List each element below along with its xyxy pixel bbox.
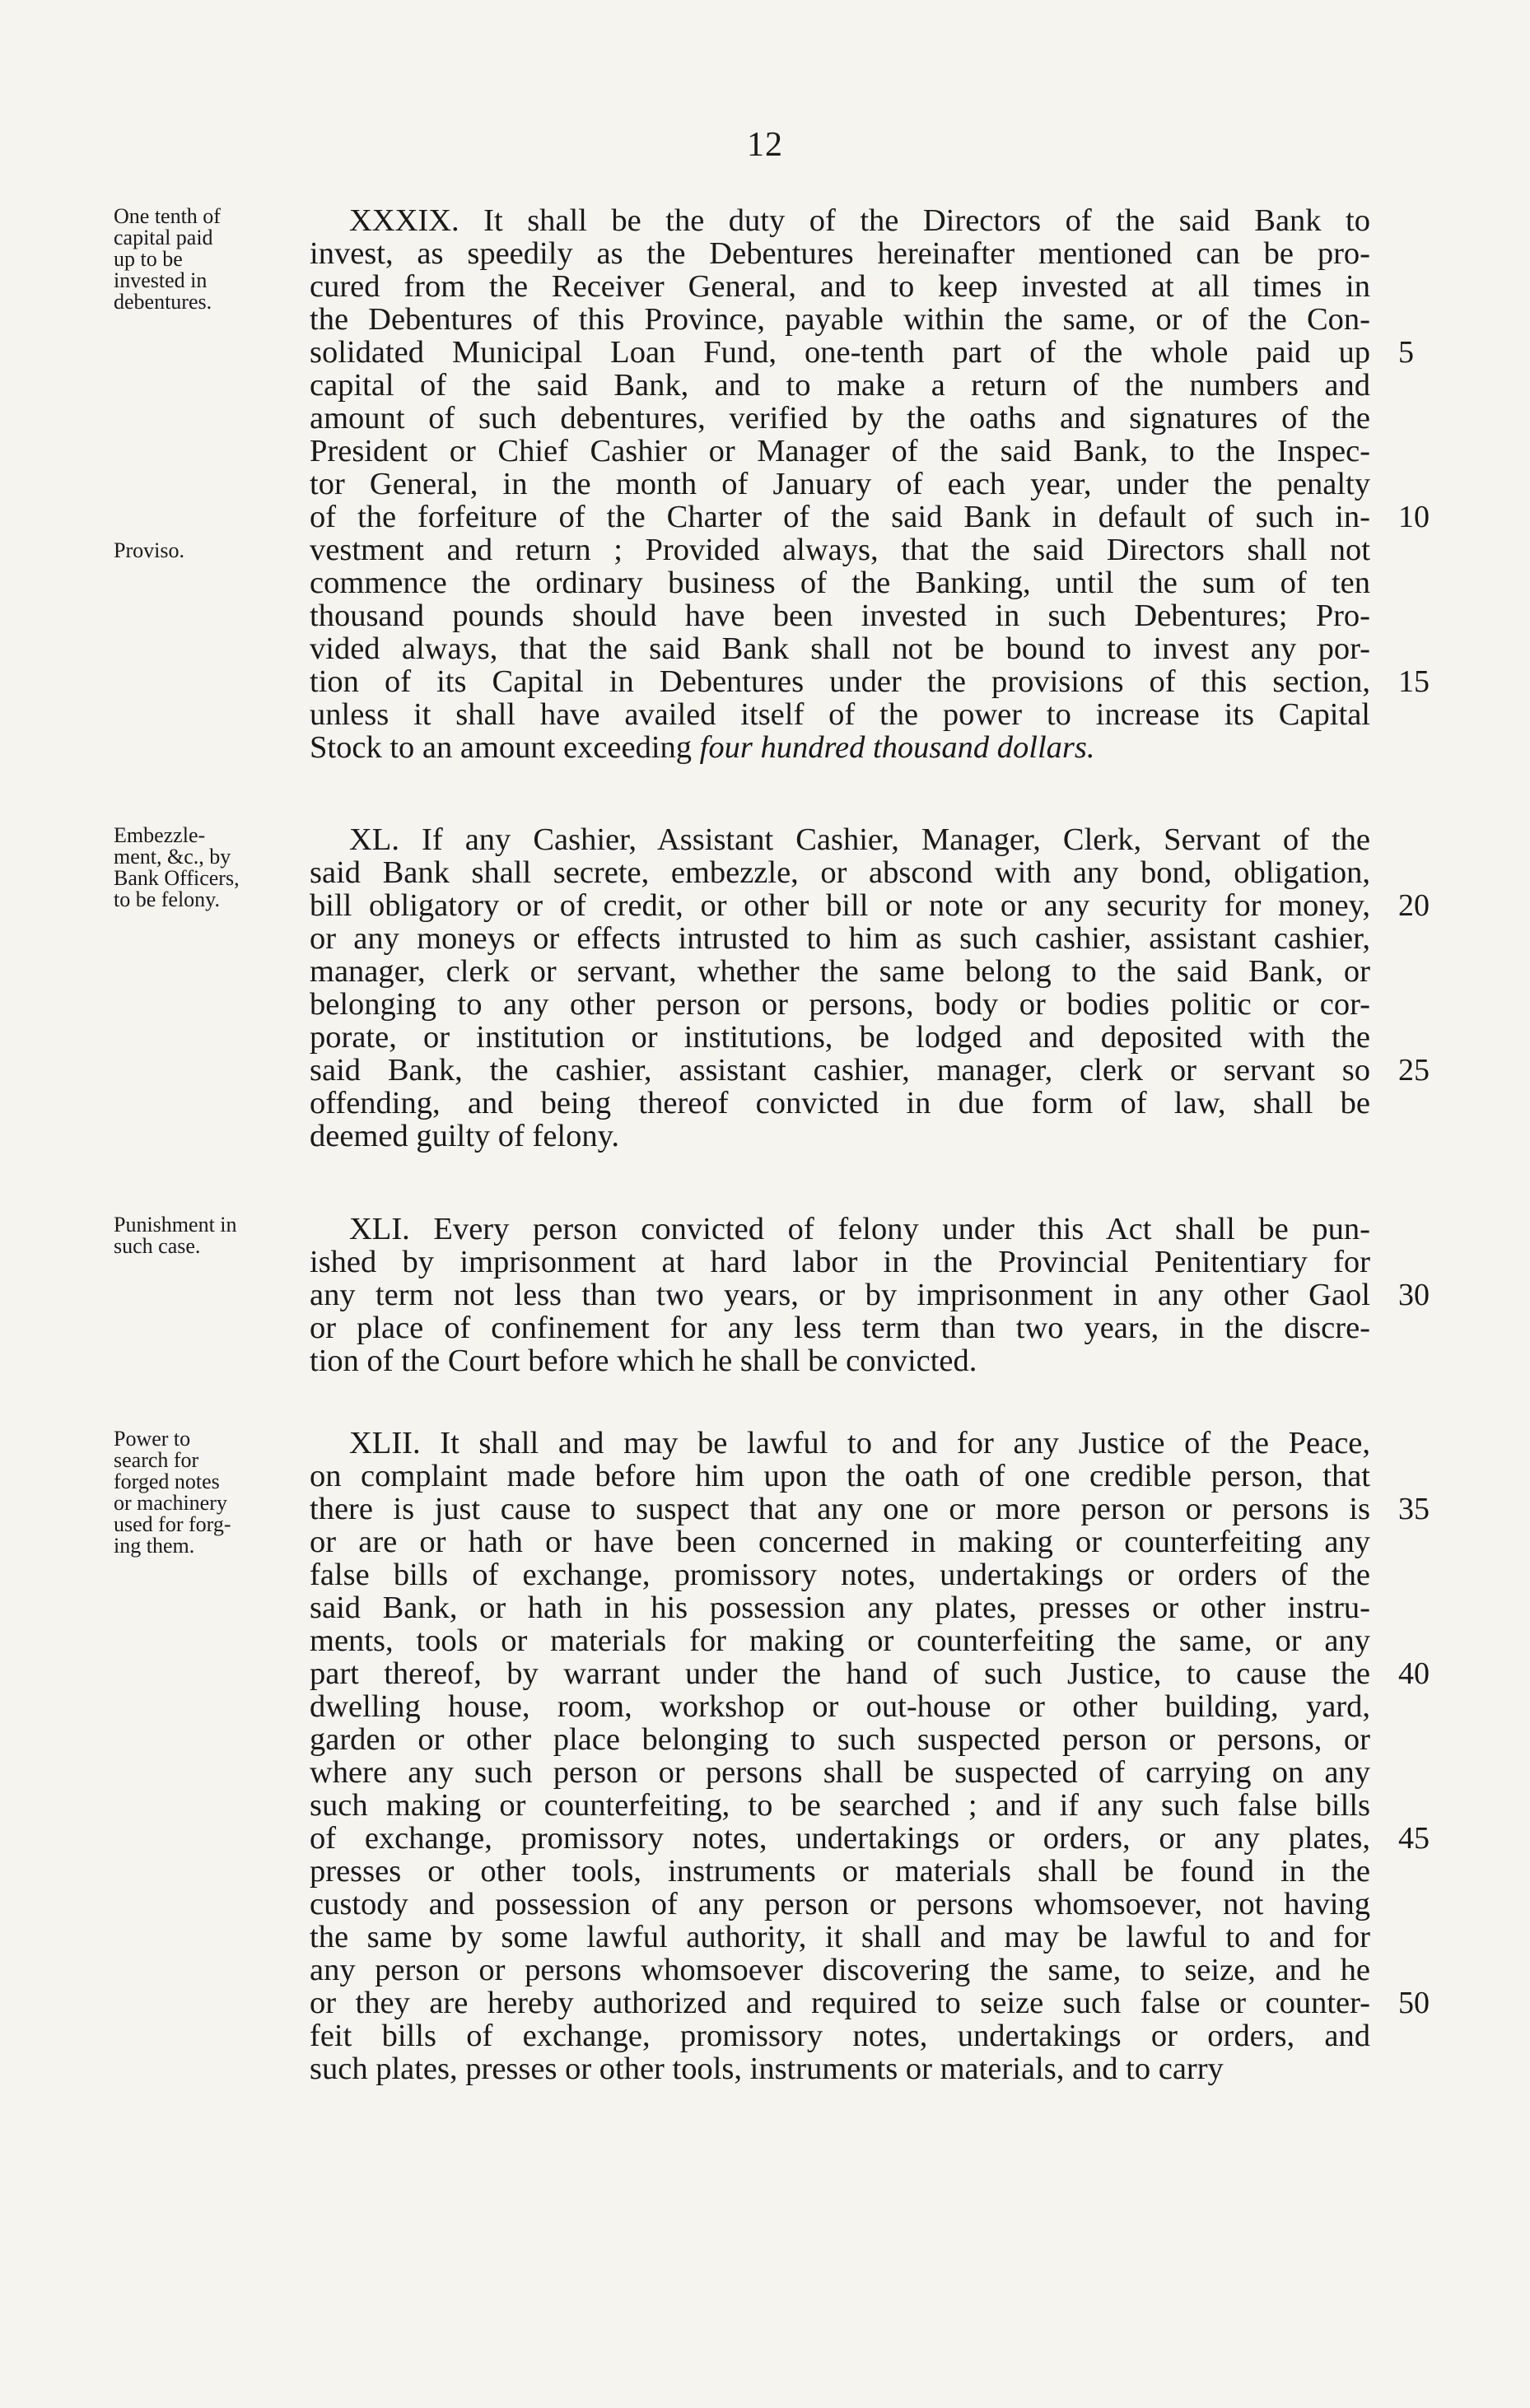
margin-note-line: ing them. [114,1534,195,1558]
body-text-line: part thereof, by warrant under the hand of such Justice, to cause the [310,1657,1370,1690]
margin-note-line: capital paid [114,226,213,249]
body-text-line: offending, and being thereof convicted in due form of law, shall be [310,1087,1370,1120]
body-text-line: said Bank shall secrete, embezzle, or abscond with any bond, obligation, [310,856,1370,889]
body-text-line: presses or other tools, instruments or materials shall be found in the [310,1855,1370,1888]
margin-note-line: Punishment in [114,1213,237,1237]
body-text-line: there is just cause to suspect that any one or more person or persons is [310,1493,1370,1525]
body-text-line: bill obligatory or of credit, or other bill or note or any security for money, [310,889,1370,922]
margin-note-line: Proviso. [114,538,184,562]
body-text-line: such making or counterfeiting, to be searched ; and if any such false bills [310,1789,1370,1822]
margin-note-line: such case. [114,1234,201,1258]
body-text-line: tion of its Capital in Debentures under the provisions of this section, [310,665,1370,698]
line-number: 30 [1398,1278,1430,1312]
margin-note-line: forged notes [114,1469,220,1493]
line-number: 50 [1398,1986,1430,2020]
line-number: 25 [1398,1053,1430,1088]
body-text-line: porate, or institution or institutions, be lodged and deposited with the [310,1021,1370,1054]
body-text-line: deemed guilty of felony. [310,1120,619,1153]
body-text-line: of exchange, promissory notes, undertakings or orders, or any plates, [310,1822,1370,1855]
margin-note [114,825,320,911]
body-text-line: the Debentures of this Province, payable within the same, or of the Con- [310,303,1370,336]
margin-note-line: Embezzle- [114,823,206,847]
line-number: 35 [1398,1492,1430,1526]
body-text-line: Stock to an amount exceeding four hundred thousand dollars. [310,731,1095,764]
body-text-line: manager, clerk or servant, whether the same belong to the said Bank, or [310,955,1370,988]
body-text-line: XLI. Every person convicted of felony under this Act shall be pun- [349,1213,1370,1246]
body-text-line: on complaint made before him upon the oath of one credible person, that [310,1460,1370,1493]
line-number: 10 [1398,500,1430,534]
line-number: 40 [1398,1656,1430,1691]
body-text-line: feit bills of exchange, promissory notes, undertakings or orders, and [310,2019,1370,2052]
body-text-line: XL. If any Cashier, Assistant Cashier, Manager, Clerk, Servant of the [349,823,1370,856]
body-text-line: said Bank, or hath in his possession any plates, presses or other instru- [310,1591,1370,1624]
body-text-line: any term not less than two years, or by imprisonment in any other Gaol [310,1279,1370,1311]
body-text-line: capital of the said Bank, and to make a return of the numbers and [310,369,1370,402]
margin-note-line: Bank Officers, [114,866,240,890]
body-text-line: or are or hath or have been concerned in making or counterfeiting any [310,1525,1370,1558]
body-text-line: belonging to any other person or persons, body or bodies politic or cor- [310,988,1370,1021]
margin-note-line: Power to [114,1427,191,1451]
body-text-line: thousand pounds should have been invested in such Debentures; Pro- [310,599,1370,632]
margin-note [114,1214,320,1257]
margin-note-line: search for [114,1448,199,1472]
body-text-line: XLII. It shall and may be lawful to and for any Justice of the Peace, [349,1427,1370,1460]
body-text-line: amount of such debentures, verified by the oaths and signatures of the [310,402,1370,435]
margin-note-line: used for forg- [114,1512,231,1536]
body-text-line: President or Chief Cashier or Manager of the said Bank, to the Inspec- [310,435,1370,468]
body-text-line: of the forfeiture of the Charter of the said Bank in default of such in- [310,501,1370,533]
body-text-line: vestment and return ; Provided always, that the said Directors shall not [310,533,1370,566]
line-number: 5 [1398,335,1414,370]
margin-note [114,1428,320,1557]
body-text-line: such plates, presses or other tools, instruments or materials, and to carry [310,2052,1224,2085]
body-text-line: custody and possession of any person or persons whomsoever, not having [310,1888,1370,1921]
body-text-line: false bills of exchange, promissory notes, undertakings or orders of the [310,1558,1370,1591]
margin-note-line: One tenth of [114,204,221,228]
margin-note-line: or machinery [114,1491,227,1515]
body-text-line: dwelling house, room, workshop or out-house or other building, yard, [310,1690,1370,1723]
body-text-line: or they are hereby authorized and required to seize such false or counter- [310,1986,1370,2019]
margin-note-proviso [114,540,320,561]
body-text-line: where any such person or persons shall be suspected of carrying on any [310,1756,1370,1789]
page-number: 12 [747,126,783,164]
margin-note-line: to be felony. [114,887,220,911]
body-text-line: ments, tools or materials for making or counterfeiting the same, or any [310,1624,1370,1657]
body-text-line: unless it shall have availed itself of the power to increase its Capital [310,698,1370,731]
body-text-line: solidated Municipal Loan Fund, one-tenth part of the whole paid up [310,336,1370,369]
line-number: 15 [1398,664,1430,699]
body-text-line: vided always, that the said Bank shall not be bound to invest any por- [310,632,1370,665]
margin-note-line: ment, &c., by [114,845,231,869]
body-text-line: ished by imprisonment at hard labor in the Provincial Penitentiary for [310,1246,1370,1279]
line-number: 45 [1398,1821,1430,1856]
body-text-line: XXXIX. It shall be the duty of the Directors of the said Bank to [349,204,1370,237]
body-text-line: invest, as speedily as the Debentures hereinafter mentioned can be pro- [310,237,1370,270]
margin-note-line: debentures. [114,290,212,314]
body-text-line: garden or other place belonging to such suspected person or persons, or [310,1723,1370,1756]
italic-amount: four hundred thousand dollars. [699,731,1095,764]
body-text-line: cured from the Receiver General, and to keep invested at all times in [310,270,1370,303]
body-text-line: tion of the Court before which he shall be convicted. [310,1344,977,1377]
body-text-line: tor General, in the month of January of each year, under the penalty [310,468,1370,501]
margin-note-line: invested in [114,268,208,292]
body-text-line: any person or persons whomsoever discovering the same, to seize, and he [310,1954,1370,1986]
body-text-line: commence the ordinary business of the Banking, until the sum of ten [310,566,1370,599]
body-text-line: or place of confinement for any less term than two years, in the discre- [310,1311,1370,1344]
margin-note [114,206,320,313]
margin-note-line: up to be [114,247,183,271]
body-text-line: the same by some lawful authority, it shall and may be lawful to and for [310,1921,1370,1954]
body-text-line: or any moneys or effects intrusted to him as such cashier, assistant cashier, [310,922,1370,955]
body-text-line: said Bank, the cashier, assistant cashier, manager, clerk or servant so [310,1054,1370,1087]
line-number: 20 [1398,888,1430,923]
